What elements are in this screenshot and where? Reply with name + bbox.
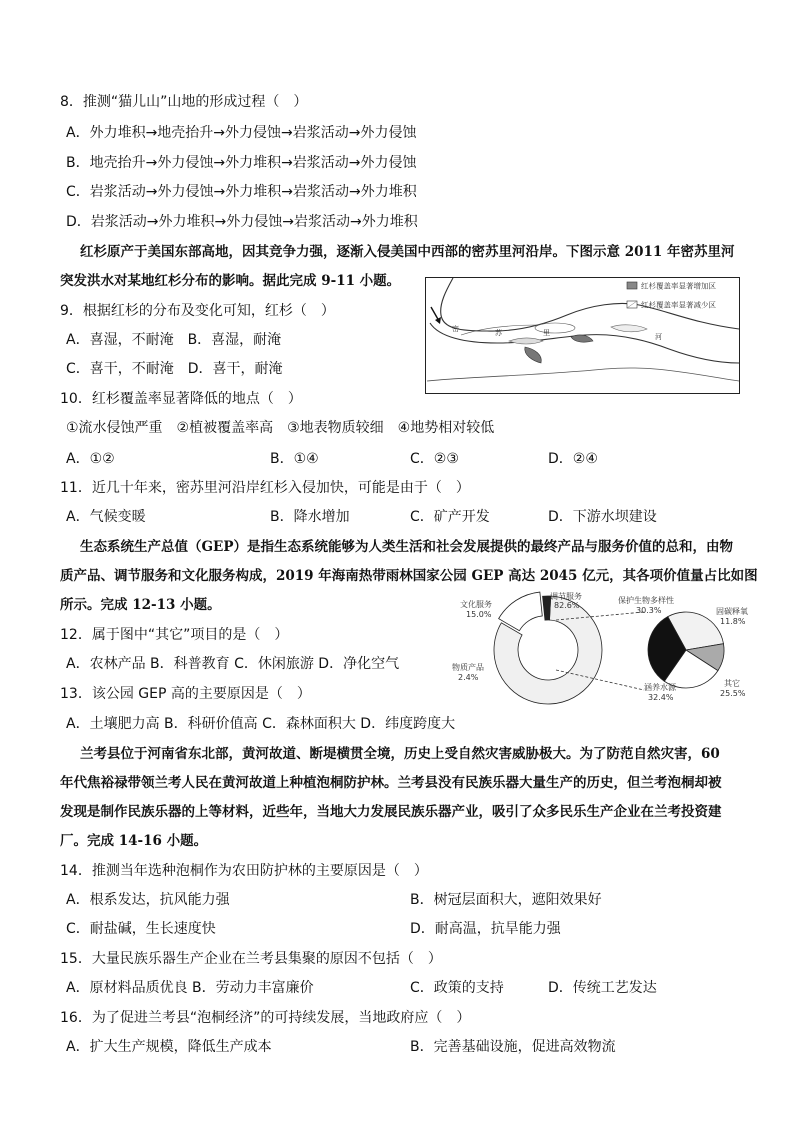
q14-option-c: C．耐盐碱，生长速度快 [66,921,216,937]
passage1-line1: 红杉原产于美国东部高地，因其竞争力强，逐渐入侵美国中西部的密苏里河沿岸。下图示意 2011 年密苏里河 [80,244,735,260]
passage3-line4: 厂。完成 14-16 小题。 [60,833,208,849]
label-carbon-value: 11.8% [720,617,746,626]
passage1-line2: 突发洪水对某地红杉分布的影响。据此完成 9-11 小题。 [60,273,401,289]
q10-option-a: A．①② [66,451,115,467]
label-material-value: 2.4% [458,673,479,682]
river-char-4: 河 [655,333,662,341]
q15-stem: 15．大量民族乐器生产企业在兰考县集聚的原因不包括（ ） [60,951,442,967]
q10-statements: ①流水侵蚀严重 ②植被覆盖率高 ③地表物质较细 ④地势相对较低 [66,420,495,436]
passage2-line3: 所示。完成 12-13 小题。 [60,597,221,613]
q14-stem: 14．推测当年选种泡桐作为农田防护林的主要原因是（ ） [60,863,428,879]
label-water-value: 32.4% [648,693,674,702]
label-culture-name: 文化服务 [460,600,492,609]
q16-stem: 16．为了促进兰考县“泡桐经济”的可持续发展，当地政府应（ ） [60,1010,471,1026]
missouri-river-map [425,277,740,394]
river-char-2: 苏 [495,329,502,337]
q12-options: A．农林产品 B．科普教育 C．休闲旅游 D．净化空气 [66,656,400,672]
river-char-1: 密 [452,325,459,333]
passage2-line1: 生态系统生产总值（GEP）是指生态系统能够为人类生活和社会发展提供的最终产品与服务价值的总和，由物 [80,539,733,555]
q15-option-c: C．政策的支持 [410,980,504,996]
label-regulation-value: 82.6% [554,601,580,610]
river-char-3: 里 [543,329,550,337]
q16-option-a: A．扩大生产规模，降低生产成本 [66,1039,272,1055]
q16-option-b: B．完善基础设施，促进高效物流 [410,1039,616,1055]
label-biodiversity-value: 30.3% [636,606,662,615]
q14-option-d: D．耐高温，抗旱能力强 [410,921,561,937]
q8-option-a: A．外力堆积→地壳抬升→外力侵蚀→岩浆活动→外力侵蚀 [66,125,417,141]
label-other-name: 其它 [724,679,740,688]
q11-option-b: B．降水增加 [270,509,350,525]
label-other-value: 25.5% [720,689,746,698]
q8-option-b: B．地壳抬升→外力侵蚀→外力堆积→岩浆活动→外力侵蚀 [66,155,417,171]
q13-stem: 13．该公园 GEP 高的主要原因是（ ） [60,686,311,702]
passage3-line3: 发现是制作民族乐器的上等材料，近些年，当地大力发展民族乐器产业，吸引了众多民乐生产企业在兰考投资建 [60,804,722,820]
q12-stem: 12．属于图中“其它”项目的是（ ） [60,627,289,643]
q10-option-d: D．②④ [548,451,598,467]
q15-option-d: D．传统工艺发达 [548,980,657,996]
q11-option-c: C．矿产开发 [410,509,490,525]
q9-options-row2: C．喜干，不耐淹 D．喜干，耐淹 [66,361,283,377]
q13-options: A．土壤肥力高 B．科研价值高 C．森林面积大 D．纬度跨度大 [66,716,456,732]
q10-stem: 10．红杉覆盖率显著降低的地点（ ） [60,391,302,407]
q11-stem: 11．近几十年来，密苏里河沿岸红杉入侵加快，可能是由于（ ） [60,480,470,496]
legend-increase-label: 红杉覆盖率显著增加区 [641,281,716,291]
q10-option-c: C．②③ [410,451,459,467]
label-carbon-name: 固碳释氧 [716,607,748,616]
label-water-name: 涵养水源 [644,683,676,692]
q14-option-b: B．树冠层面积大，遮阳效果好 [410,892,602,908]
gep-chart [448,590,748,710]
q15-options-ab: A．原材料品质优良 B．劳动力丰富廉价 [66,980,314,996]
label-regulation-name: 调节服务 [550,592,582,601]
label-culture-value: 15.0% [466,610,492,619]
pie-chart [648,612,724,688]
passage3-line2: 年代焦裕禄带领兰考人民在黄河故道上种植泡桐防护林。兰考县没有民族乐器大量生产的历史，但兰考泡桐却被 [60,775,722,791]
passage3-line1: 兰考县位于河南省东北部，黄河故道、断堤横贯全境，历史上受自然灾害威胁极大。为了防范自然灾害，60 [80,746,720,762]
donut-chart [494,592,602,704]
passage2-line2: 质产品、调节服务和文化服务构成，2019 年海南热带雨林国家公园 GEP 高达 2045 亿元，其各项价值量占比如图 [60,568,758,584]
q8-stem: 8．推测“猫儿山”山地的形成过程（ ） [60,94,308,110]
label-material-name: 物质产品 [452,663,484,672]
q9-stem: 9．根据红杉的分布及变化可知，红杉（ ） [60,303,335,319]
q11-option-d: D．下游水坝建设 [548,509,657,525]
q8-option-c: C．岩浆活动→外力侵蚀→外力堆积→岩浆活动→外力堆积 [66,184,417,200]
q11-option-a: A．气候变暖 [66,509,146,525]
q9-options-row1: A．喜湿，不耐淹 B．喜湿，耐淹 [66,332,282,348]
legend-decrease-label: 红杉覆盖率显著减少区 [641,300,716,310]
q14-option-a: A．根系发达，抗风能力强 [66,892,230,908]
label-biodiversity-name: 保护生物多样性 [618,596,674,605]
legend-increase-swatch [627,282,637,289]
sandbar [535,323,575,333]
q8-option-d: D．岩浆活动→外力堆积→外力侵蚀→岩浆活动→外力堆积 [66,214,418,230]
q10-option-b: B．①④ [270,451,319,467]
